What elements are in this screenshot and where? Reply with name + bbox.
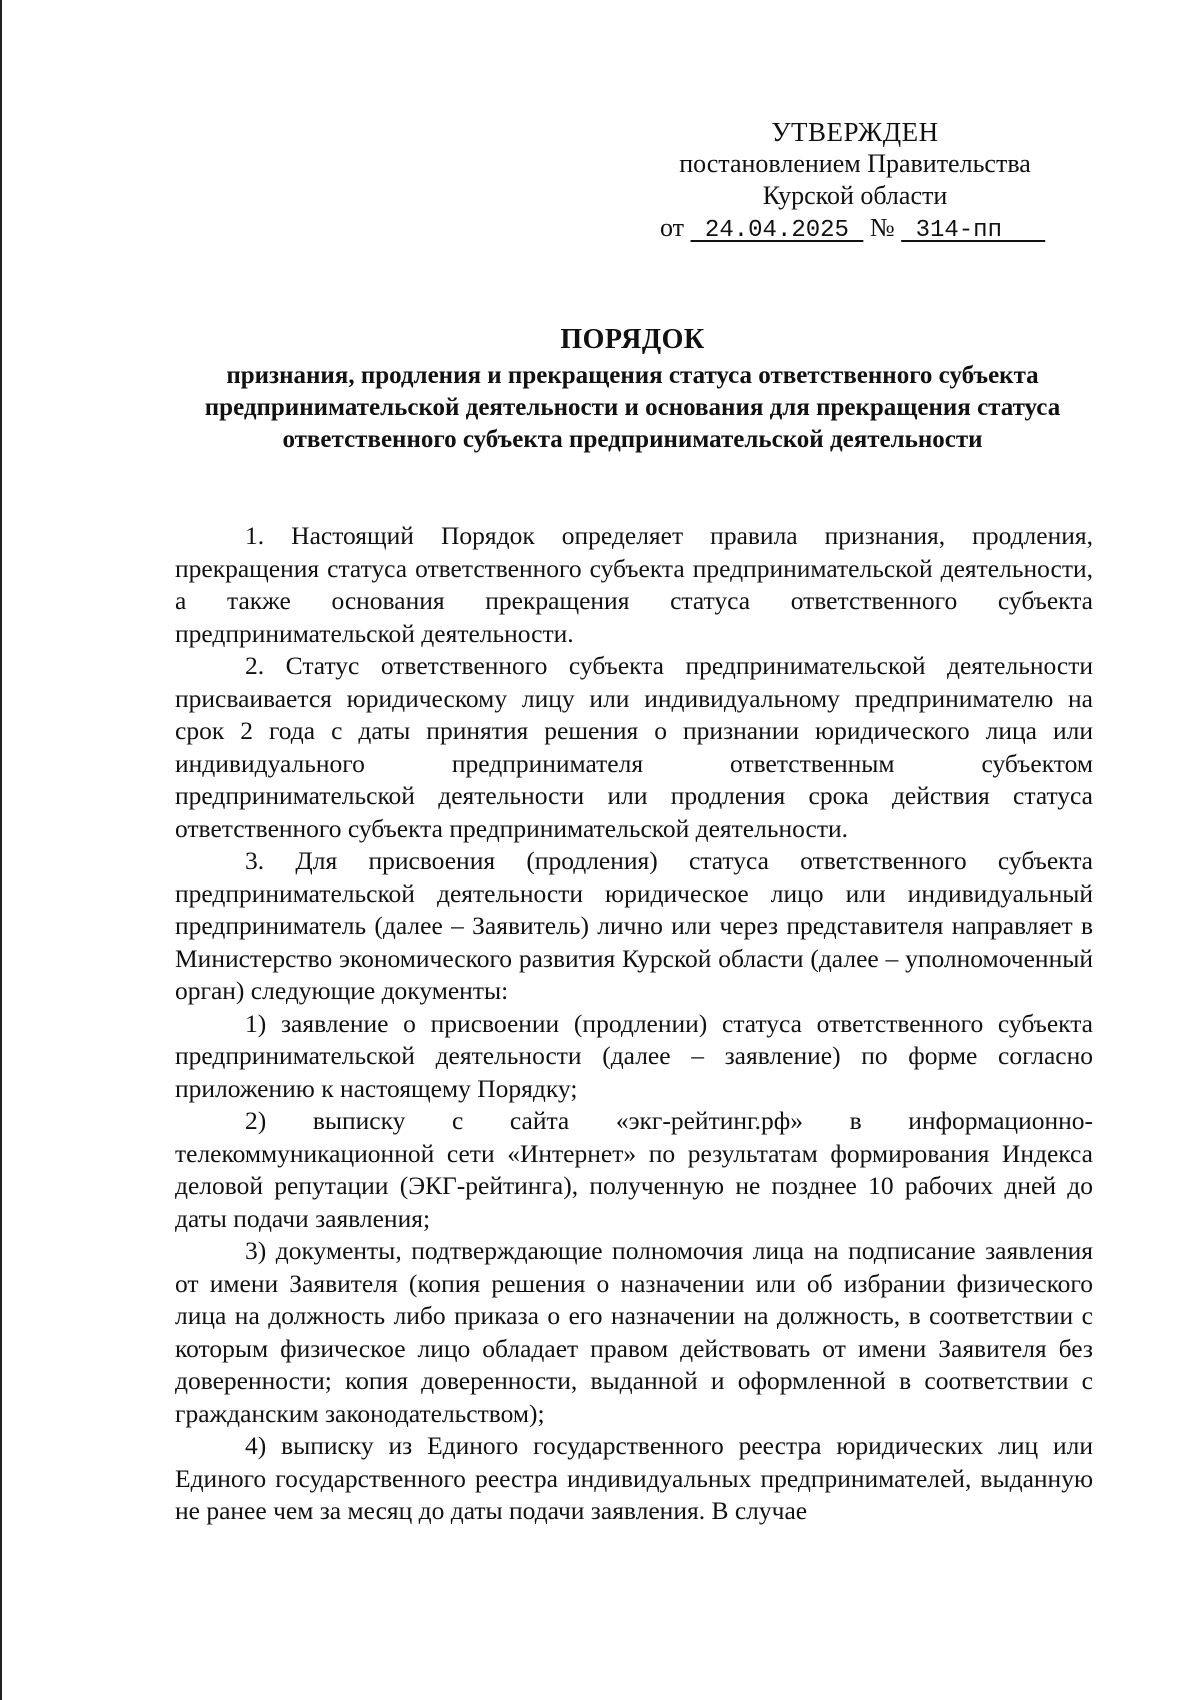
- paragraph-2: 2. Статус ответственного субъекта предпринимательской деятельности присваивается юридическому лицу или индивидуальному предпринимателю на срок 2 года с даты принятия решения о признании юридического лица или индивидуального предпринимателя ответственным субъектом предпринимательской деятельности или продления срока действия статуса ответственного субъекта предпринимательской деятельности.: [175, 651, 1093, 843]
- document-subtitle: признания, продления и прекращения статуса ответственного субъекта предпринимательской деятельности и основания для прекращения статуса ответственного субъекта предпринимательской деятельности: [204, 362, 1061, 453]
- approval-line-1: постановлением Правительства: [679, 149, 1031, 178]
- paragraph-1: 1. Настоящий Порядок определяет правила признания, продления, прекращения статуса ответственного субъекта предпринимательской деятельности, а также основания прекращения статуса ответственного субъекта предпринимательской деятельности.: [175, 521, 1093, 648]
- list-item-1: 1) заявление о присвоении (продлении) статуса ответственного субъекта предпринимательской деятельности (далее – заявление) по форме согласно приложению к настоящему Порядку;: [175, 1008, 1093, 1103]
- document-heading: [170, 322, 1095, 456]
- list-item-3: 3) документы, подтверждающие полномочия лица на подписание заявления от имени Заявителя (копия решения о назначении или об избрании физического лица на должность либо приказа о его назначении на должность, в соответствии с которым физическое лицо обладает правом действовать от имени Заявителя без доверенности; копия доверенности, выданной и оформленной в соответствии с гражданским законодательством);: [175, 1236, 1093, 1428]
- paragraph-3: 3. Для присвоения (продления) статуса ответственного субъекта предпринимательской деятельности юридическое лицо или индивидуальный предприниматель (далее – Заявитель) лично или через представителя направляет в Министерство экономического развития Курской области (далее – уполномоченный орган) следующие документы:: [175, 846, 1093, 1005]
- scan-edge: [0, 0, 2, 1700]
- approval-stamp: УТВЕРЖДЕН: [771, 117, 939, 147]
- approval-line-2: Курской области: [762, 181, 948, 210]
- approval-date-line: [640, 212, 1070, 247]
- number-prefix: №: [869, 213, 895, 242]
- document-title: ПОРЯДОК: [560, 324, 705, 355]
- list-item-2: 2) выписку с сайта «экг-рейтинг.рф» в информационно-телекоммуникационной сети «Интернет» по результатам формирования Индекса деловой репутации (ЭКГ-рейтинга), полученную не позднее 10 рабочих дней до даты подачи заявления;: [175, 1106, 1093, 1233]
- approval-block: [640, 116, 1070, 247]
- list-item-4: 4) выписку из Единого государственного реестра юридических лиц или Единого государственного реестра индивидуальных предпринимателей, выданную не ранее чем за месяц до даты подачи заявления. В случае: [175, 1431, 1093, 1525]
- number-value: 314-пп: [901, 217, 1046, 244]
- date-prefix: от: [660, 213, 685, 242]
- document-body: [175, 520, 1093, 1528]
- date-value: 24.04.2025: [690, 217, 864, 244]
